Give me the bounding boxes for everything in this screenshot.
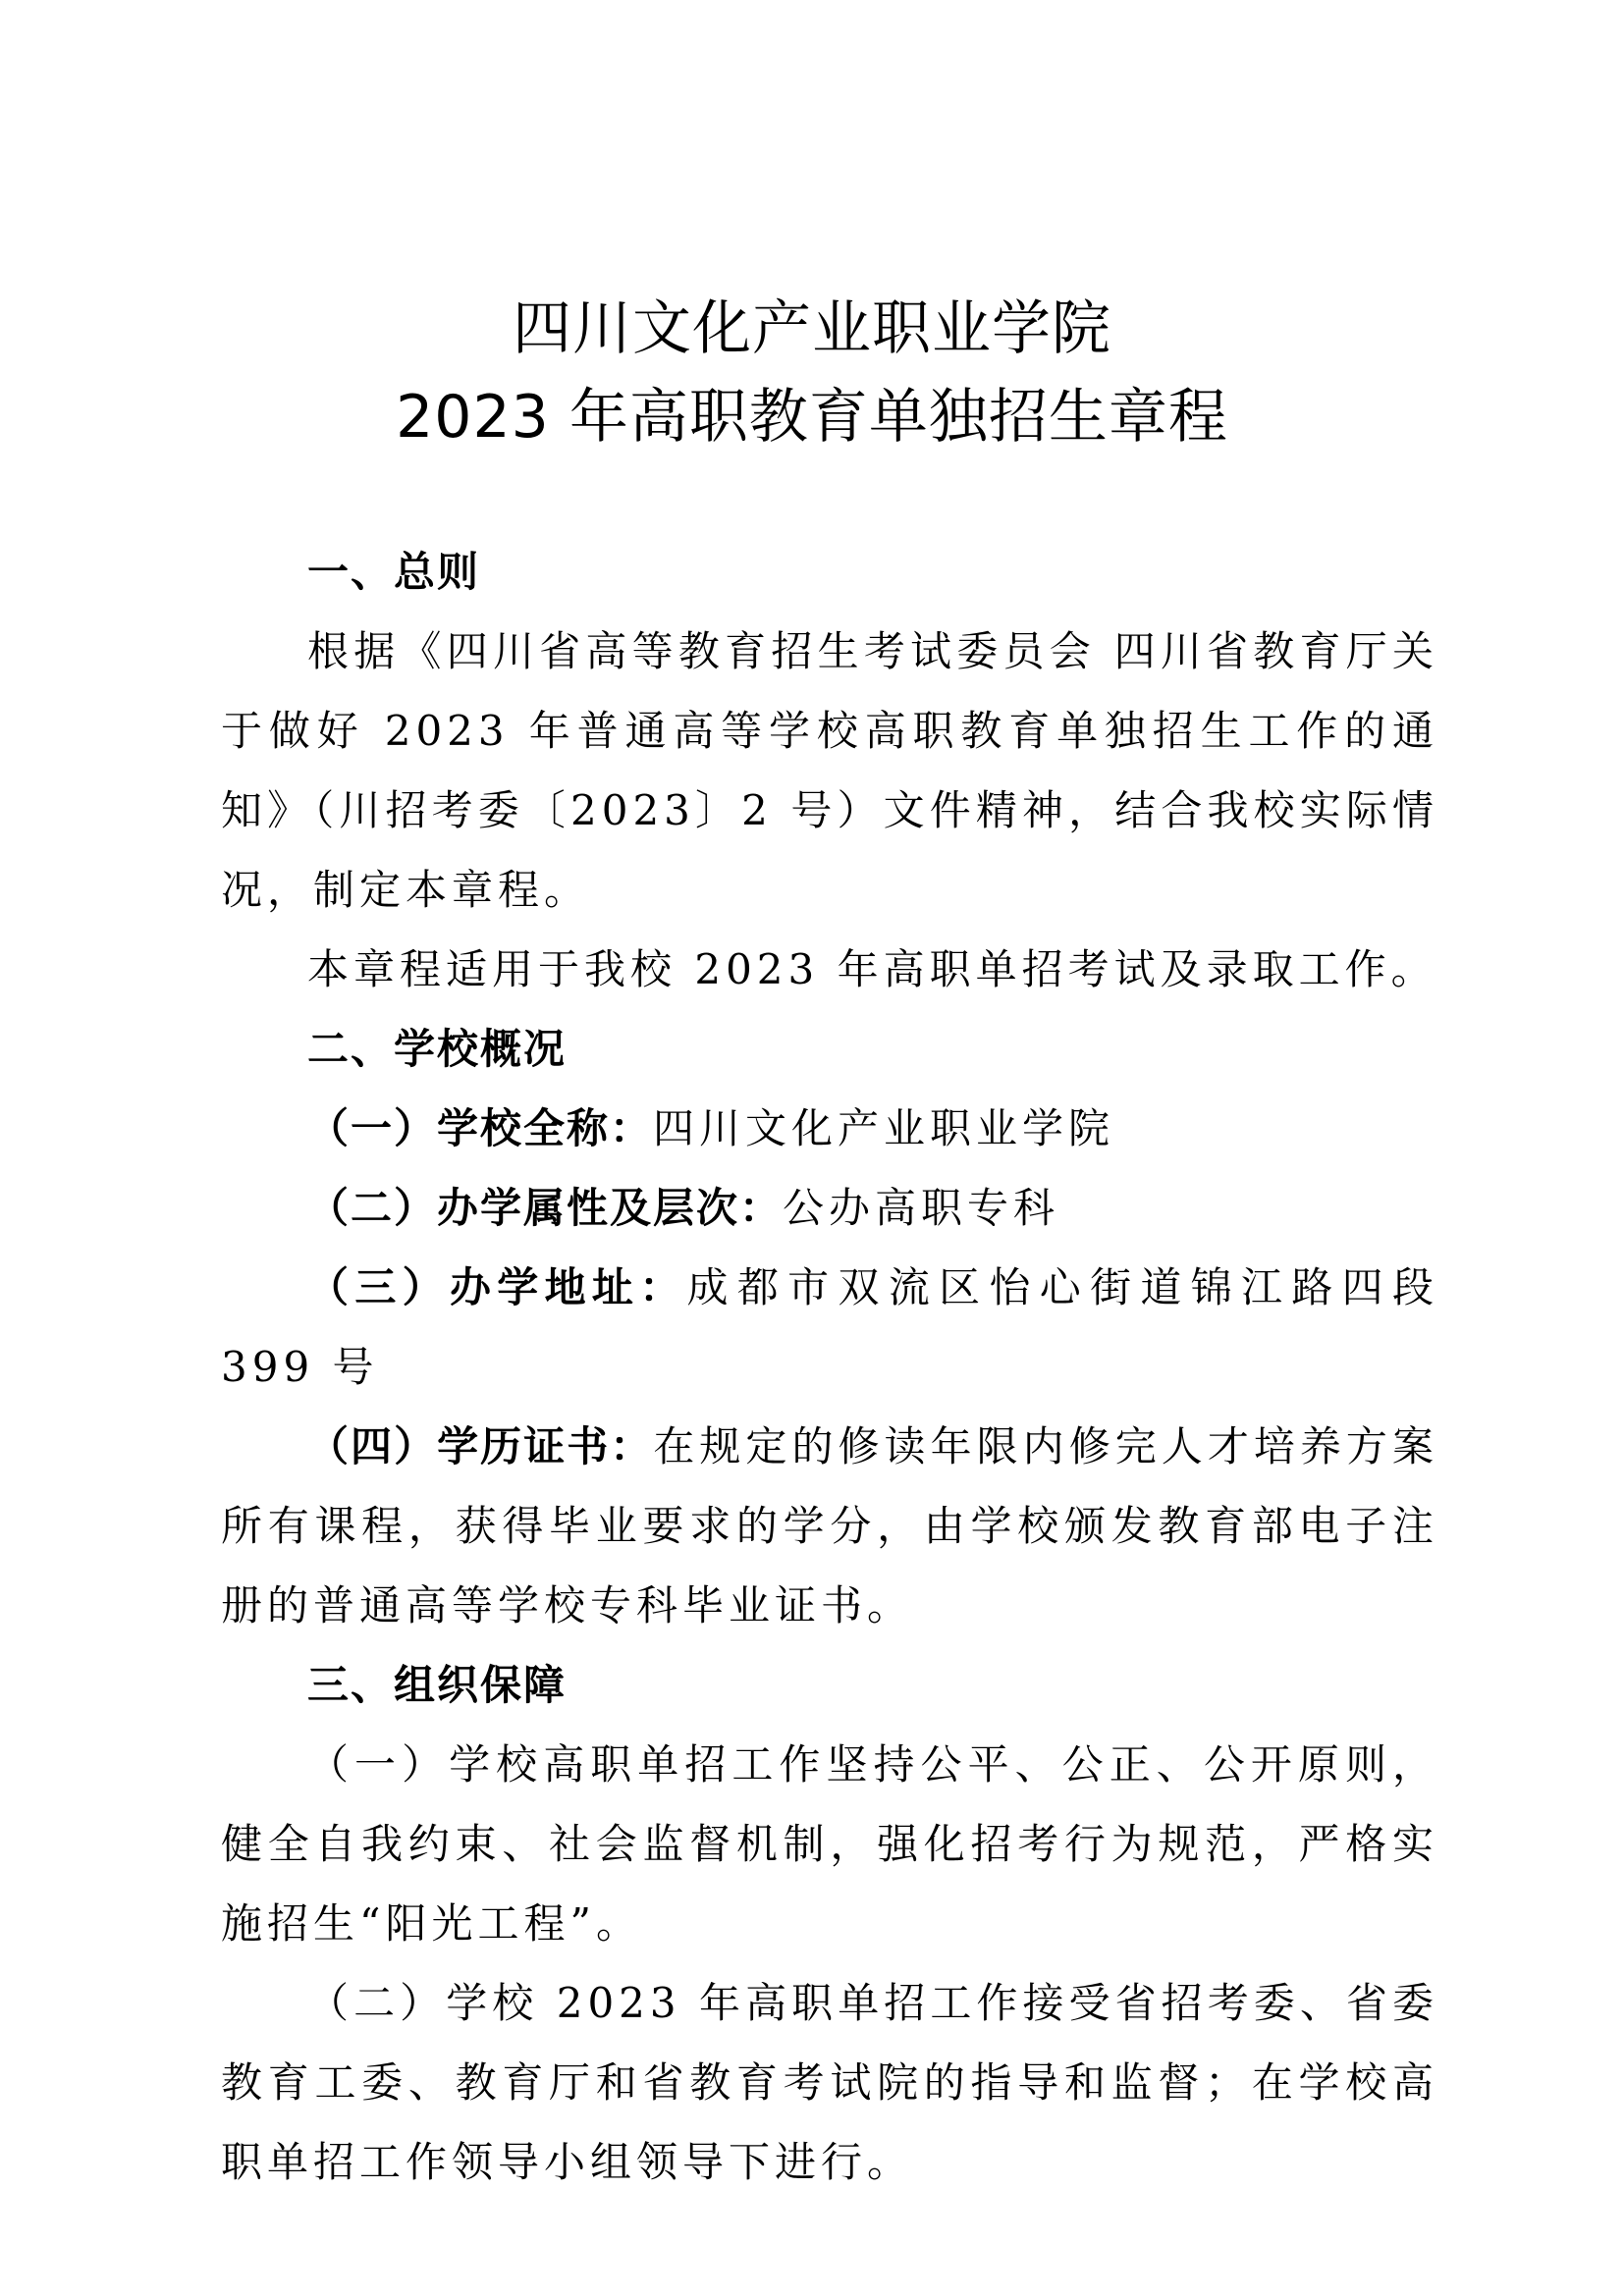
title-line-school: 四川文化产业职业学院 (513, 294, 1111, 363)
general-paragraph-basis: 根据《四川省高等教育招生考试委员会 四川省教育厅关于做好 2023 年普通高等学校高职教育单独招生工作的通知》（川招考委〔2023〕2 号）文件精神，结合我校实际情况，制定本章程。 (221, 627, 1438, 914)
document-title (0, 285, 1624, 461)
overview-label-nature: （二）办学属性及层次： (307, 1184, 784, 1232)
overview-item-nature (221, 1168, 1438, 1248)
document-body (221, 532, 1438, 2202)
overview-value-certificate: 在规定的修读年限内修完人才培养方案所有课程，获得毕业要求的学分，由学校颁发教育部电子注册的普通高等学校专科毕业证书。 (221, 1422, 1438, 1629)
general-paragraph-scope: 本章程适用于我校 2023 年高职单招考试及录取工作。 (307, 945, 1437, 993)
overview-item-address (221, 1248, 1438, 1407)
organization-paragraph-supervision: （二）学校 2023 年高职单招工作接受省招考委、省委教育工委、教育厅和省教育考试院的指导和监督；在学校高职单招工作领导小组领导下进行。 (221, 1979, 1438, 2186)
overview-value-full-name: 四川文化产业职业学院 (653, 1104, 1115, 1152)
overview-item-certificate (221, 1407, 1438, 1645)
organization-paragraph-principles: （一）学校高职单招工作坚持公平、公正、公开原则，健全自我约束、社会监督机制，强化招考行为规范，严格实施招生“阳光工程”。 (221, 1740, 1438, 1948)
section-heading-overview: 二、学校概况 (307, 1025, 568, 1073)
overview-label-address: （三）办学地址： (307, 1263, 687, 1311)
overview-label-full-name: （一）学校全称： (307, 1104, 654, 1152)
overview-value-address: 成都市双流区怡心街道锦江路四段 399 号 (221, 1263, 1438, 1391)
section-heading-general: 一、总则 (307, 548, 481, 596)
overview-value-nature: 公办高职专科 (783, 1184, 1060, 1232)
overview-item-full-name (221, 1089, 1438, 1168)
title-line-subject: 2023 年高职教育单独招生章程 (396, 383, 1228, 452)
section-heading-organization: 三、组织保障 (307, 1661, 568, 1709)
overview-label-certificate: （四）学历证书： (307, 1422, 654, 1470)
